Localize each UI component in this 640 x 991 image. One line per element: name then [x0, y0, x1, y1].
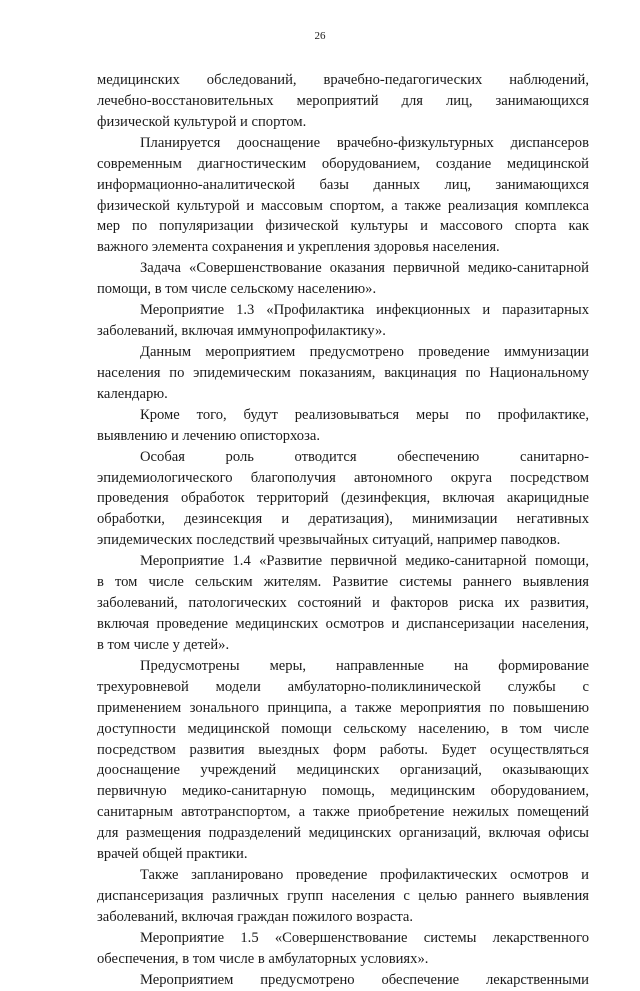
text-line: применением зонального принципа, а также мероприятия по повышению — [97, 699, 589, 716]
text-line: Мероприятие 1.4 «Развитие первичной медико-санитарной помощи, — [140, 553, 589, 570]
text-line: трехуровневой модели амбулаторно-поликлинической службы с — [97, 678, 589, 695]
text-line: Данным мероприятием предусмотрено проведение иммунизации — [140, 343, 589, 360]
text-line: Также запланировано проведение профилактических осмотров и — [140, 867, 589, 884]
text-line: в том числе у детей». — [97, 636, 230, 653]
text-line: современным диагностическим оборудованием, создание медицинской — [97, 155, 589, 172]
text-line: мер по популяризации физической культуры и массового спорта как — [97, 218, 589, 235]
text-line: медицинских обследований, врачебно-педагогических наблюдений, — [97, 72, 589, 88]
text-line: помощи, в том числе сельскому населению». — [97, 281, 377, 298]
text-line: включая проведение медицинских осмотров и диспансеризации населения, — [97, 615, 589, 632]
text-line: диспансеризация различных групп населения с целью раннего выявления — [97, 887, 589, 904]
text-line: населения по эпидемическим показаниям, вакцинация по Национальному — [97, 364, 589, 381]
text-line: для размещения подразделений медицинских организаций, включая офисы — [97, 825, 589, 842]
text-line: Мероприятие 1.3 «Профилактика инфекционных и паразитарных — [140, 302, 589, 319]
body-text — [97, 70, 589, 991]
text-line: обработки, дезинсекция и дератизация), минимизации негативных — [97, 511, 589, 528]
text-line: посредством развития выездных форм работы. Будет осуществляться — [97, 741, 589, 758]
text-line: эпидемических последствий чрезвычайных ситуаций, например паводков. — [97, 532, 561, 549]
text-line: физической культурой и спортом. — [97, 113, 307, 130]
text-line: обеспечения, в том числе в амбулаторных условиях». — [97, 950, 429, 967]
text-line: эпидемиологического благополучия автономного округа посредством — [97, 469, 589, 486]
text-line: заболеваний, патологических состояний и факторов риска их развития, — [97, 595, 589, 612]
text-line: санитарным автотранспортом, а также приобретение нежилых помещений — [97, 804, 589, 821]
text-line: доступности медицинской помощи сельскому населению, в том числе — [97, 720, 589, 737]
text-line: выявлению и лечению описторхоза. — [97, 427, 320, 444]
text-line: Кроме того, будут реализовываться меры по профилактике, — [140, 406, 589, 423]
text-line: Особая роль отводится обеспечению санитарно- — [140, 448, 589, 465]
text-line: Мероприятие 1.5 «Совершенствование системы лекарственного — [140, 929, 589, 946]
text-line: лечебно-восстановительных мероприятий для лиц, занимающихся — [97, 92, 589, 109]
text-line: важного элемента сохранения и укрепления здоровья населения. — [97, 239, 500, 256]
text-line: проведения обработок территорий (дезинфекция, включая акарицидные — [97, 490, 589, 507]
text-line: Предусмотрены меры, направленные на формирование — [140, 657, 589, 674]
text-line: заболеваний, включая граждан пожилого возраста. — [97, 908, 413, 925]
text-line: информационно-аналитической базы данных лиц, занимающихся — [97, 176, 589, 193]
text-line: первичную медико-санитарную помощь, медицинским оборудованием, — [97, 783, 589, 800]
text-line: заболеваний, включая иммунопрофилактику». — [97, 323, 386, 340]
text-line: календарю. — [97, 385, 168, 402]
text-line: в том числе сельским жителям. Развитие системы раннего выявления — [97, 574, 589, 591]
text-line: врачей общей практики. — [97, 846, 248, 863]
text-line: физической культурой и массовым спортом, а также реализация комплекса — [97, 197, 589, 214]
text-line: дооснащение учреждений медицинских организаций, оказывающих — [97, 762, 589, 779]
page-number: 26 — [314, 30, 326, 42]
text-line: Задача «Совершенствование оказания первичной медико-санитарной — [140, 260, 589, 277]
text-line: Планируется дооснащение врачебно-физкультурных диспансеров — [140, 134, 589, 151]
text-line: Мероприятием предусмотрено обеспечение лекарственными — [140, 971, 589, 988]
